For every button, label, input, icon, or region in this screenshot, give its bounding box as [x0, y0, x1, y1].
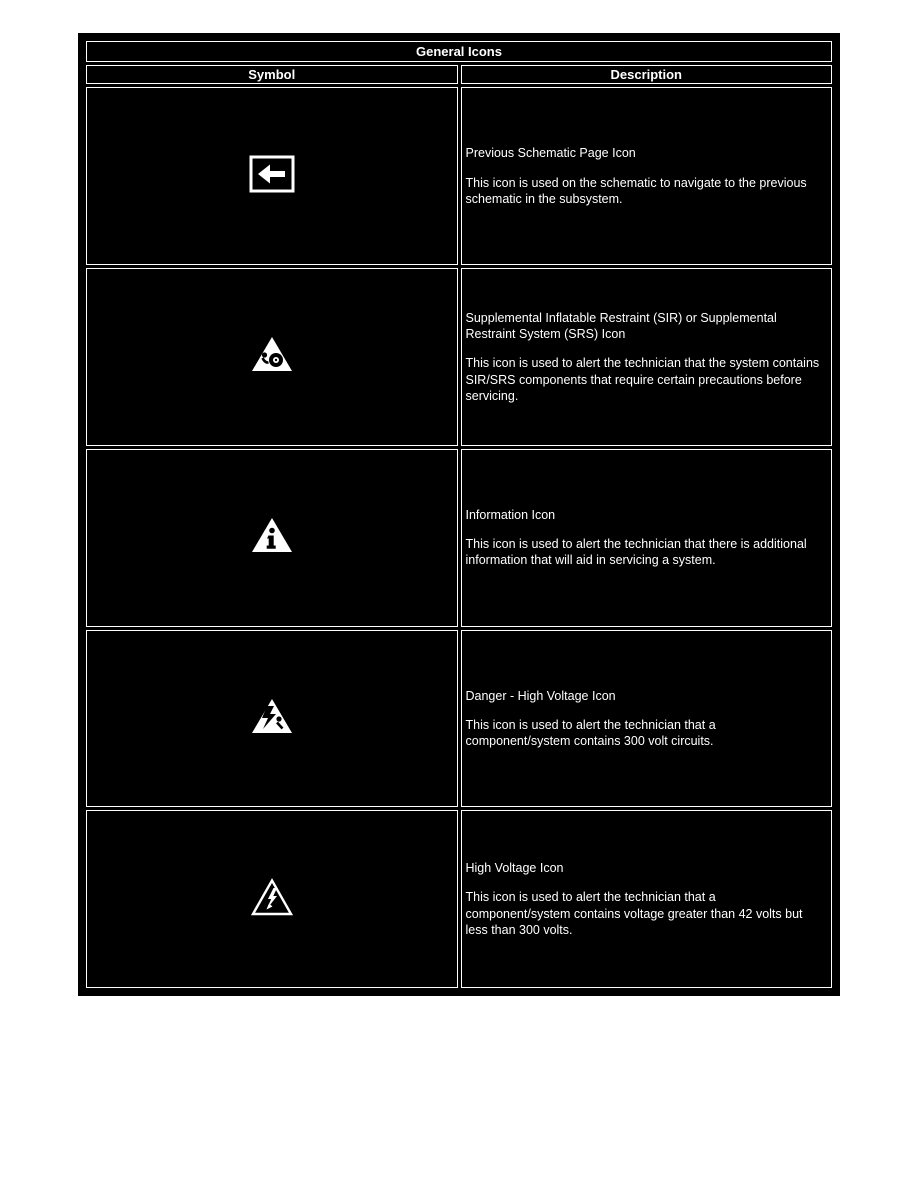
icon-description: This icon is used on the schematic to navigate to the previous schematic in the subsystem.: [465, 175, 807, 206]
symbol-cell: [86, 630, 458, 808]
high-voltage-icon: [251, 878, 293, 921]
spacer: [466, 876, 822, 889]
table-title: General Icons: [86, 41, 832, 62]
table-row: [86, 630, 832, 808]
description-cell: [461, 87, 833, 265]
table-row: [86, 87, 832, 265]
spacer: [466, 162, 822, 175]
column-header-description: Description: [461, 65, 833, 84]
column-header-row: [86, 65, 832, 84]
symbol-cell: [86, 449, 458, 627]
table-row: [86, 810, 832, 988]
table-row: [86, 449, 832, 627]
description-cell: [461, 630, 833, 808]
description-cell: [461, 810, 833, 988]
general-icons-table: [83, 38, 835, 991]
previous-schematic-page-icon: [249, 155, 295, 198]
spacer: [466, 523, 822, 536]
symbol-cell: [86, 810, 458, 988]
description-cell: [461, 449, 833, 627]
icon-title: High Voltage Icon: [465, 861, 564, 876]
icon-title: Supplemental Inflatable Restraint (SIR) or Supplemental Restraint System (SRS) Icon: [465, 310, 777, 342]
spacer: [466, 342, 822, 355]
icon-title: Information Icon: [465, 507, 556, 522]
information-icon: [251, 517, 293, 558]
symbol-cell: [86, 268, 458, 446]
table-title-row: [86, 41, 832, 62]
icon-title: Previous Schematic Page Icon: [465, 146, 636, 161]
symbol-cell: [86, 87, 458, 265]
icon-description: This icon is used to alert the technician that there is additional information that will aid in servicing a system.: [465, 537, 807, 568]
icons-table-panel: [78, 33, 840, 996]
icon-title: Danger - High Voltage Icon: [465, 688, 616, 703]
danger-high-voltage-icon: [251, 698, 293, 739]
spacer: [466, 704, 822, 717]
icon-description: This icon is used to alert the technician that a component/system contains 300 volt circuits.: [465, 717, 716, 749]
description-cell: [461, 268, 833, 446]
column-header-symbol: Symbol: [86, 65, 458, 84]
icon-description: This icon is used to alert the technician that the system contains SIR/SRS components that require certain precautions before servicing.: [465, 356, 820, 403]
icon-description: This icon is used to alert the technician that a component/system contains voltage greater than 42 volts but less than 300 volts.: [465, 890, 803, 937]
sir-srs-icon: [251, 336, 293, 377]
table-row: [86, 268, 832, 446]
